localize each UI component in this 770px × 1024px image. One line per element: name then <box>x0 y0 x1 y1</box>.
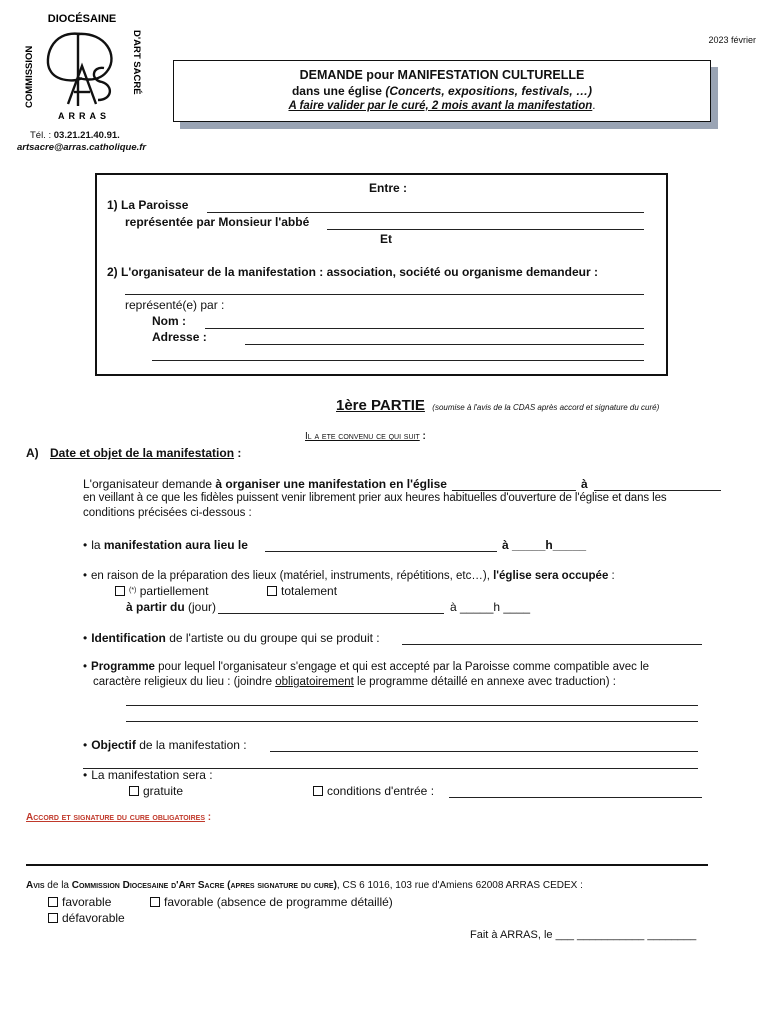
contact-tel: Tél. : 03.21.21.40.91. <box>30 130 120 141</box>
abbe-line[interactable] <box>327 229 644 230</box>
adresse-line-2[interactable] <box>152 360 644 361</box>
fav-abs-checkbox[interactable] <box>150 897 160 907</box>
section-a-label: A) <box>26 446 39 460</box>
conditions-checkbox[interactable] <box>313 786 323 796</box>
paroisse-label: 1) La Paroisse <box>107 198 189 212</box>
abbe-label: représentée par Monsieur l'abbé <box>125 215 310 229</box>
prog-answer-line-1[interactable] <box>126 705 698 706</box>
obj-line-1[interactable] <box>270 751 698 752</box>
paroisse-line[interactable] <box>207 212 644 213</box>
logo <box>20 8 145 123</box>
ident-line[interactable] <box>402 644 702 645</box>
adresse-label: Adresse : <box>152 330 207 344</box>
ident-item: • Identification de l'artiste ou du groupe qui se produit : <box>83 631 380 645</box>
organisateur-line[interactable] <box>125 294 644 295</box>
section-a-title: Date et objet de la manifestation : <box>50 446 242 460</box>
obj-item: • Objectif de la manifestation : <box>83 738 247 752</box>
prog-item: • Programme pour lequel l'organisateur s'engage et qui est accepté par la Paroisse comme compatible avec le <box>83 661 649 673</box>
prog-answer-line-2[interactable] <box>126 721 698 722</box>
intro-line2: en veillant à ce que les fidèles puissent venir librement prier aux heures habituelles d'ouverture de l'église et dans les <box>83 492 667 504</box>
accord-label: Accord et signature du cure obligatoires : <box>26 812 212 823</box>
logo-right-text: D'ART SACRÉ <box>131 30 142 95</box>
title-box <box>173 60 711 122</box>
title-line1: DEMANDE pour MANIFESTATION CULTURELLE <box>299 68 585 82</box>
represente-label: représenté(e) par : <box>125 298 225 312</box>
ville-line[interactable] <box>594 490 721 491</box>
fait-a-arras: Fait à ARRAS, le ___ ___________ ________ <box>470 929 697 941</box>
logo-top-text: DIOCÉSAINE <box>47 13 117 25</box>
prog-line2: caractère religieux du lieu : (joindre obligatoirement le programme détaillé en annexe avec traduction) : <box>93 676 616 688</box>
prep-item: • en raison de la préparation des lieux (matériel, instruments, répétitions, etc…), l'église sera occupée : <box>83 570 615 582</box>
gratuite-checkbox[interactable] <box>129 786 139 796</box>
avis-line: Avis de la Commission Diocesaine d'Art Sacre (apres signature du cure), CS 6 1016, 103 rue d'Amiens 62008 ARRAS CEDEX : <box>26 880 583 891</box>
intro-a: à <box>581 477 588 491</box>
accord-separator <box>26 864 708 866</box>
defav-checkbox[interactable] <box>48 913 58 923</box>
organisateur-label: 2) L'organisateur de la manifestation : association, société ou organisme demandeur : <box>107 265 598 279</box>
partiel-option[interactable]: (*) partiellement <box>115 584 208 598</box>
conditions-line[interactable] <box>449 797 702 798</box>
contact-email: artsacre@arras.catholique.fr <box>17 142 147 153</box>
total-checkbox[interactable] <box>267 586 277 596</box>
entre-label: Entre : <box>369 181 408 195</box>
title-line2: dans une église (Concerts, expositions, festivals, …) <box>291 84 593 98</box>
logo-bottom-text: ARRAS <box>57 111 111 121</box>
logo-left-text: COMMISSION <box>24 45 35 108</box>
date: 2023 février <box>708 35 756 45</box>
fav-checkbox[interactable] <box>48 897 58 907</box>
lieu-item: • la manifestation aura lieu le <box>83 538 248 552</box>
parties-box <box>95 173 668 376</box>
convenu-line: Il a ete convenu ce qui suit : <box>305 431 426 442</box>
from-label: à partir du (jour) <box>126 600 217 614</box>
logo-monogram <box>48 34 112 106</box>
lieu-time: à _____h_____ <box>502 538 587 552</box>
intro-line3: conditions précisées ci-dessous : <box>83 507 252 519</box>
nom-label: Nom : <box>152 314 186 328</box>
eglise-line[interactable] <box>452 490 576 491</box>
conditions-option[interactable]: conditions d'entrée : <box>313 784 434 798</box>
from-time: à _____h ____ <box>450 600 531 614</box>
et-label: Et <box>380 232 392 246</box>
part1-note: (soumise à l'avis de la CDAS après accord et signature du curé) <box>432 403 660 412</box>
fav-option[interactable]: favorable <box>48 895 111 909</box>
sera-item: • La manifestation sera : <box>83 768 213 782</box>
logo-graphic <box>20 8 145 123</box>
fav-abs-option[interactable]: favorable (absence de programme détaillé) <box>150 895 393 909</box>
part1-title: 1ère PARTIE <box>336 397 425 414</box>
intro-line1: L'organisateur demande à organiser une manifestation en l'église <box>83 477 447 491</box>
defav-option[interactable]: défavorable <box>48 911 125 925</box>
lieu-date-line[interactable] <box>265 551 497 552</box>
nom-line[interactable] <box>205 328 644 329</box>
partiel-checkbox[interactable] <box>115 586 125 596</box>
title-line3: A faire valider par le curé, 2 mois avant la manifestation. <box>288 100 596 112</box>
total-option[interactable]: totalement <box>267 584 337 598</box>
adresse-line-1[interactable] <box>245 344 644 345</box>
from-date-line[interactable] <box>218 613 444 614</box>
gratuite-option[interactable]: gratuite <box>129 784 183 798</box>
part1-heading <box>336 397 659 414</box>
